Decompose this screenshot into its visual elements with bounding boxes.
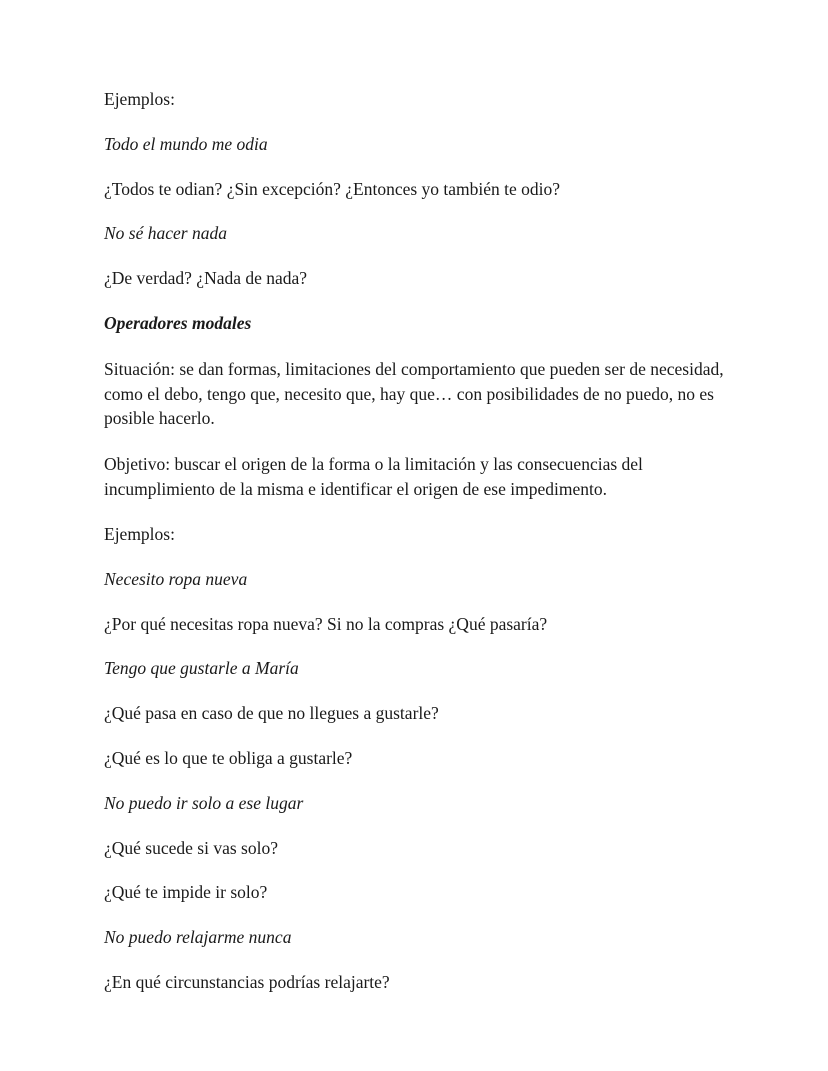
paragraph-example-statement-5: No puedo ir solo a ese lugar — [104, 792, 304, 813]
paragraph-situacion: Situación: se dan formas, limitaciones del comportamiento que pueden ser de necesidad, como el debo, tengo que, necesito que, hay que… con posibilidades de no puedo, no es posible hacerlo. — [104, 358, 724, 429]
paragraph-example-question-1: ¿Todos te odian? ¿Sin excepción? ¿Entonces yo también te odio? — [104, 178, 561, 199]
paragraph-example-question-7: ¿Qué te impide ir solo? — [104, 882, 268, 903]
paragraph-example-question-3: ¿Por qué necesitas ropa nueva? Si no la compras ¿Qué pasaría? — [104, 613, 548, 634]
paragraph-example-statement-6: No puedo relajarme nunca — [104, 927, 292, 948]
paragraph-example-statement-3: Necesito ropa nueva — [104, 568, 248, 589]
paragraph-example-question-4: ¿Qué pasa en caso de que no llegues a gustarle? — [104, 703, 439, 724]
paragraph-example-statement-4: Tengo que gustarle a María — [104, 658, 299, 679]
paragraph-example-question-6: ¿Qué sucede si vas solo? — [104, 837, 278, 858]
document-body — [104, 88, 724, 995]
paragraph-example-question-2: ¿De verdad? ¿Nada de nada? — [104, 268, 308, 289]
paragraph-examples-heading-2: Ejemplos: — [104, 524, 175, 544]
paragraph-objetivo: Objetivo: buscar el origen de la forma o la limitación y las consecuencias del incumplimiento de la misma e identificar el origen de ese impedimento. — [104, 454, 643, 500]
paragraph-example-question-5: ¿Qué es lo que te obliga a gustarle? — [104, 747, 353, 768]
paragraph-example-statement-2: No sé hacer nada — [104, 223, 227, 244]
paragraph-example-question-8: ¿En qué circunstancias podrías relajarte? — [104, 971, 390, 992]
section-heading-operadores-modales: Operadores modales — [104, 312, 252, 333]
paragraph-examples-heading-1: Ejemplos: — [104, 89, 175, 109]
paragraph-example-statement-1: Todo el mundo me odia — [104, 133, 268, 154]
